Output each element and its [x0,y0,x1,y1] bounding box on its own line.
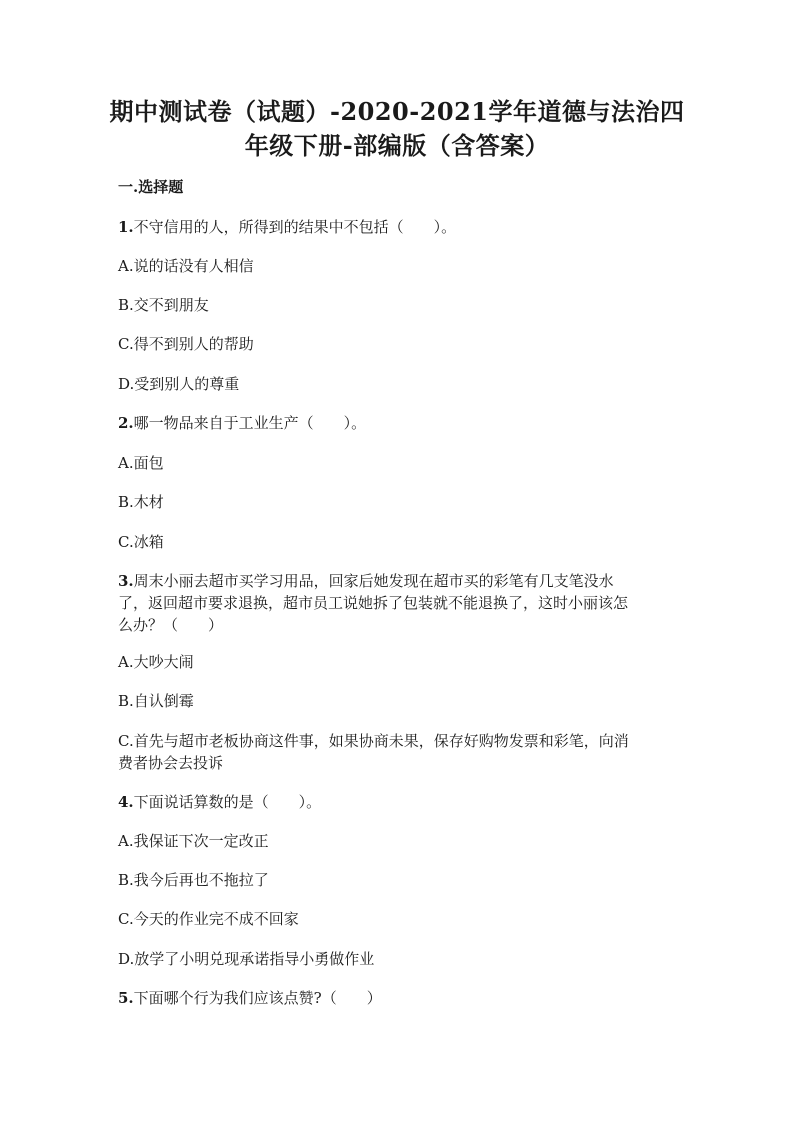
question-number: 1. [118,218,134,236]
question-4-option-c: C.今天的作业完不成不回家 [118,910,299,928]
question-4-option-a: A.我保证下次一定改正 [118,832,269,850]
question-text: 哪一物品来自于工业生产（ ）。 [133,414,367,432]
question-text: 不守信用的人，所得到的结果中不包括（ ）。 [133,218,457,236]
question-number: 3. [118,572,134,590]
question-3-stem-line3: 么办？（ ） [118,616,224,634]
question-3-option-b: B.自认倒霉 [118,692,194,710]
question-3-option-a: A.大吵大闹 [118,653,194,671]
question-3-option-c-line1: C.首先与超市老板协商这件事，如果协商未果，保存好购物发票和彩笔，向消 [118,732,629,750]
question-2-option-a: A.面包 [118,454,164,472]
question-5-stem [118,987,678,1009]
question-4-stem [118,791,678,813]
question-2-option-b: B.木材 [118,493,164,511]
question-1-option-b: B.交不到朋友 [118,296,209,314]
question-4-option-d: D.放学了小明兑现承诺指导小勇做作业 [118,950,375,968]
question-2-option-c: C.冰箱 [118,533,164,551]
question-3-option-c-line2: 费者协会去投诉 [118,754,224,772]
section-heading: 一.选择题 [118,178,184,196]
question-text: 周末小丽去超市买学习用品，回家后她发现在超市买的彩笔有几支笔没水 [133,572,614,590]
question-1-option-c: C.得不到别人的帮助 [118,335,254,353]
document-title-line1: 期中测试卷（试题）-2020-2021学年道德与法治四 [109,97,685,126]
question-1-option-a: A.说的话没有人相信 [118,257,254,275]
question-2-stem [118,412,678,434]
question-number: 4. [118,793,134,811]
question-text: 下面说话算数的是（ ）。 [133,793,322,811]
question-3-stem-line2: 了，返回超市要求退换，超市员工说她拆了包装就不能退换了，这时小丽该怎 [118,594,629,612]
question-number: 5. [118,989,134,1007]
question-1-stem [118,216,678,238]
document-title-line2: 年级下册-部编版（含答案） [244,131,550,160]
question-4-option-b: B.我今后再也不拖拉了 [118,871,269,889]
question-1-option-d: D.受到别人的尊重 [118,375,240,393]
question-3-stem-line1 [118,570,678,592]
question-number: 2. [118,414,134,432]
question-text: 下面哪个行为我们应该点赞?（ ） [133,989,382,1007]
